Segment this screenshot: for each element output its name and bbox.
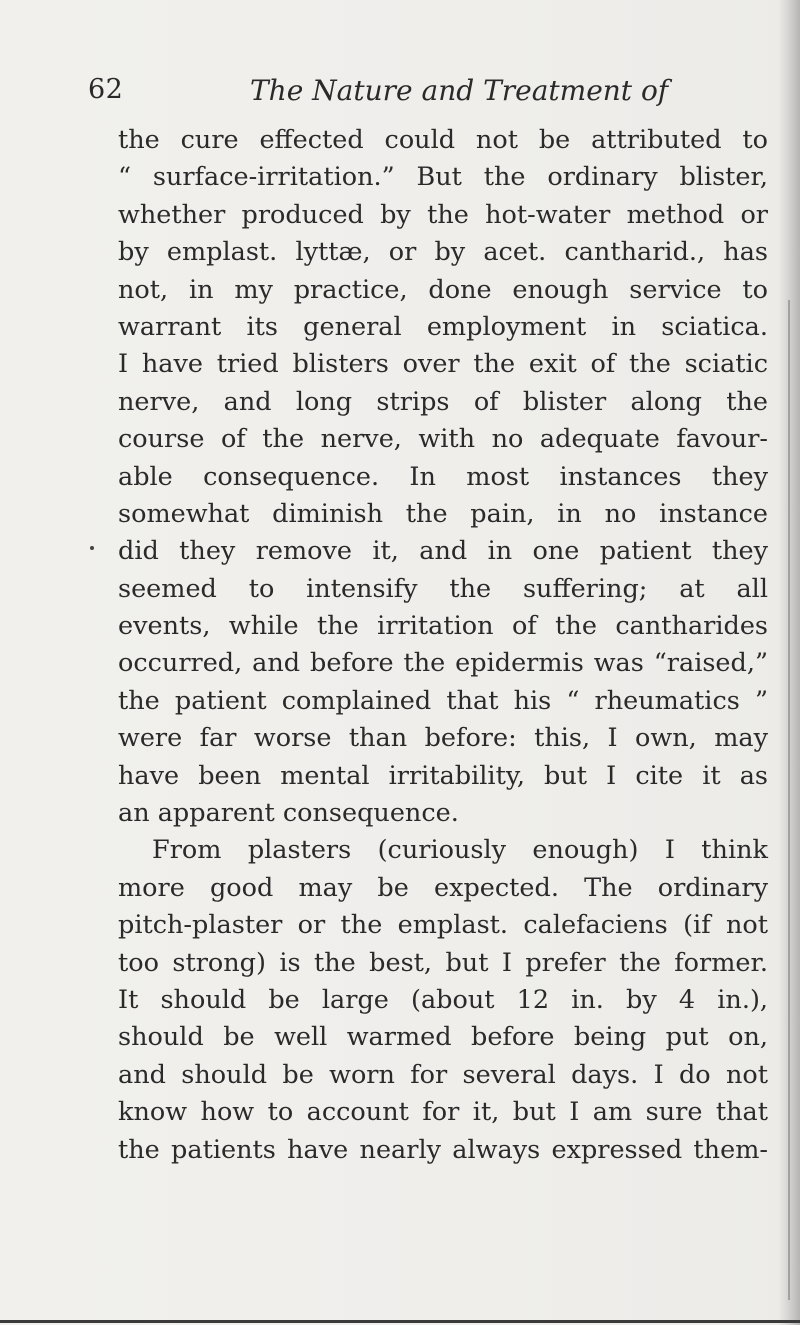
bottom-edge bbox=[0, 1320, 800, 1323]
text-line: not, in my practice, done enough service to bbox=[118, 274, 768, 305]
text-line: “ surface-irritation.” But the ordinary blister, bbox=[118, 162, 768, 193]
gutter-edge bbox=[788, 300, 790, 1300]
text-line: the patient complained that his “ rheumatics ” bbox=[118, 685, 768, 716]
text-line: too strong) is the best, but I prefer the former. bbox=[118, 947, 768, 978]
text-line: did they remove it, and in one patient they bbox=[118, 536, 768, 567]
text-line: the cure effected could not be attributed to bbox=[118, 125, 768, 155]
text-line: It should be large (about 12 in. by 4 in.), bbox=[118, 984, 768, 1015]
text-line: pitch-plaster or the emplast. calefaciens (if not bbox=[118, 910, 768, 941]
text-line: should be well warmed before being put on, bbox=[118, 1022, 768, 1053]
page-header bbox=[88, 74, 688, 114]
text-line: course of the nerve, with no adequate favour- bbox=[118, 424, 768, 455]
text-line: events, while the irritation of the cantharides bbox=[118, 611, 768, 642]
text-line: whether produced by the hot-water method or bbox=[118, 199, 768, 230]
text-line: know how to account for it, but I am sure that bbox=[118, 1097, 768, 1128]
text-line: somewhat diminish the pain, in no instance bbox=[118, 498, 768, 529]
margin-mark bbox=[90, 546, 94, 550]
page-number: 62 bbox=[88, 74, 124, 105]
text-line: warrant its general employment in sciatica. bbox=[118, 311, 768, 342]
text-line: occurred, and before the epidermis was “raised,” bbox=[118, 648, 768, 679]
text-line: nerve, and long strips of blister along the bbox=[118, 386, 768, 417]
text-line: by emplast. lyttæ, or by acet. cantharid., has bbox=[118, 237, 768, 268]
text-line: able consequence. In most instances they bbox=[118, 461, 768, 492]
text-line: the patients have nearly always expressed them- bbox=[118, 1134, 768, 1165]
text-line: more good may be expected. The ordinary bbox=[118, 872, 768, 903]
text-line: I have tried blisters over the exit of the sciatic bbox=[118, 349, 768, 380]
running-title: The Nature and Treatment of bbox=[250, 74, 669, 107]
text-line: were far worse than before: this, I own, may bbox=[118, 723, 768, 754]
body-text bbox=[118, 122, 768, 1169]
text-line: From plasters (curiously enough) I think bbox=[152, 835, 768, 866]
text-line: seemed to intensify the suffering; at all bbox=[118, 573, 768, 604]
text-line: an apparent consequence. bbox=[118, 798, 459, 829]
text-line: have been mental irritability, but I cite it as bbox=[118, 760, 768, 791]
text-line: and should be worn for several days. I do not bbox=[118, 1059, 768, 1090]
